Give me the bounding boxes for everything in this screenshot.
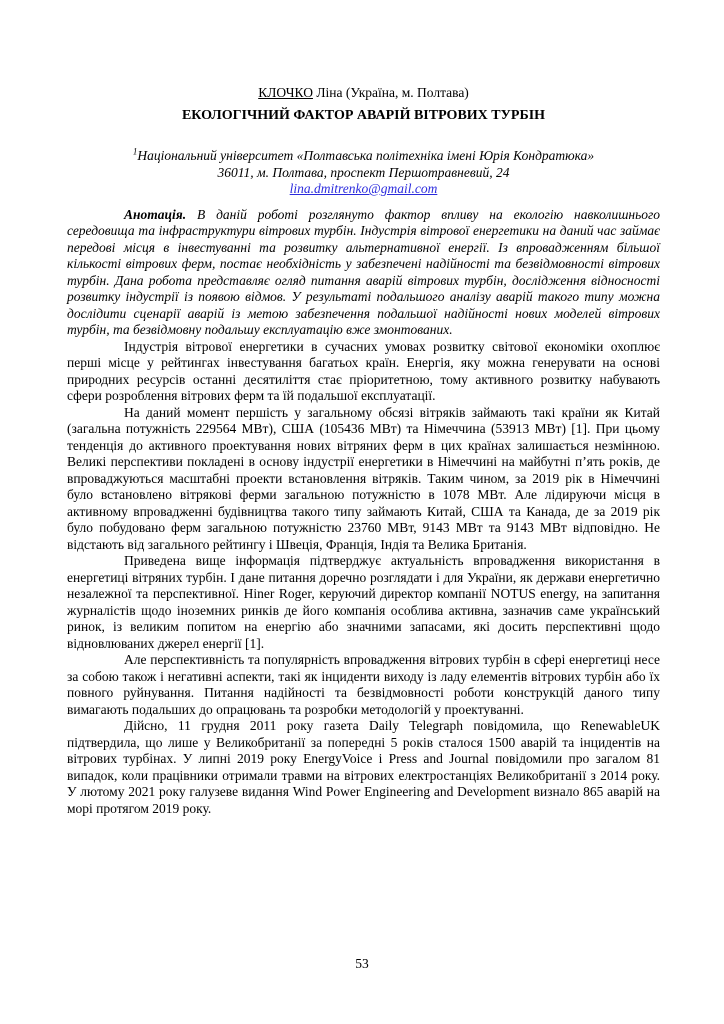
author-surname: КЛОЧКО xyxy=(258,85,313,100)
abstract-label: Анотація. xyxy=(124,206,187,222)
email-line xyxy=(67,181,660,198)
affiliation-line xyxy=(67,148,660,165)
author-name-rest: Ліна (Україна, м. Полтава) xyxy=(312,85,469,100)
body-paragraph-4: Але перспективність та популярність впровадження вітрових турбін в сфері енергетиці несе за собою також і негативні аспекти, такі як інциденти виходу із ладу елементів вітрових турбін або їх повного руйнування. Питання надійності та безвідмовності роботи конструкцій даного типу вимагають подальших до опрацювань та розробки методологій у проектуванні. xyxy=(67,652,660,717)
body-paragraph-1: Індустрія вітрової енергетики в сучасних умовах розвитку світової економіки охоплює перші місце у рейтингах інвестування багатьох країн. Енергія, яку можна генерувати на основі природних ресурсів останні десятиліття стає пріоритетною, тому активного розвитку набувають сфери розроблення вітрових ферм та їй подальшої експлуатації. xyxy=(67,338,660,403)
body-paragraph-3: Приведена вище інформація підтверджує актуальність впровадження використання в енергетиці вітряних турбін. І дане питання доречно розглядати і для України, як держави енергетично незалежної та перспективної. Hiner Roger, керуючий директор компанії NOTUS energy, на запитання журналістів щодо іноземних ринків де його компанія особлива активна, зазначив саме український ринок, із великим попитом на енергію або значними запасами, які досить перспективні щодо відновлюваних джерел енергії [1]. xyxy=(67,553,660,651)
page-number: 53 xyxy=(355,955,369,971)
abstract-paragraph xyxy=(67,207,660,339)
address-line: 36011, м. Полтава, проспект Першотравневий, 24 xyxy=(217,164,510,180)
abstract-text: В даній роботі розглянуто фактор впливу на екологію навколишнього середовища та інфраструктури вітрових турбін. Індустрія вітрової енергетики на даний час займає передові місця в інвестуванні та розвитку альтернативної енергії. Із впровадженням більшої кількості вітрових ферм, постає необхідність у забезпечені надійності та безвідмовності вітрових турбін. Дана робота представляє огляд питання аварій вітрових турбін, дослідження відносності розвитку індустрії із появою відмов. У результаті подальшого аналізу аварій такого типу можна дослідити сценарії аварій із метою забезпечення подальшої надійності нових моделей вітрових турбін, та безвідмовну подальшу експлуатацію вже змонтованих. xyxy=(67,206,660,337)
email-link[interactable]: lina.dmitrenko@gmail.com xyxy=(289,181,438,196)
affiliation-text: Національний університет «Полтавська політехніка імені Юрія Кондратюка» xyxy=(137,148,595,163)
page-title: ЕКОЛОГІЧНИЙ ФАКТОР АВАРІЙ ВІТРОВИХ ТУРБІН xyxy=(181,107,546,123)
affiliation-superscript: 1 xyxy=(132,146,138,157)
body-paragraph-2: На даний момент першість у загальному обсязі вітряків займають такі країни як Китай (загальна потужність 229564 МВт), США (105436 МВт) та Німеччина (53913 МВт) [1]. При цьому тенденція до активного проектування нових вітряних ферм в цих країнах залишається незмінною. Великі перспективи покладені в основу індустрії енергетики в Німеччині на майбутні п’ять років, де впроваджуються масштабні проекти встановлення вітряків. Таким чином, за 2019 рік в Німеччині було встановлено вітрякові ферми загальною потужністю в 1078 МВт. Але лідируючи місця в активному впровадженні будівництва такого типу займають Китай, США та Канада, де за 2019 рік було побудовано ферм загальною потужністю 23760 МВт, 9143 МВт та 9143 МВт відповідно. Не відстають від загального рейтингу і Швеція, Франція, Індія та Велика Британія. xyxy=(67,404,660,552)
author-line xyxy=(67,85,660,102)
body-paragraph-5: Дійсно, 11 грудня 2011 року газета Daily Telegraph повідомила, що RenewableUK підтвердила, що лише у Великобританії за попередні 5 років сталося 1500 аварій та інцидентів на вітрових турбінах. У липні 2019 року EnergyVoice і Press and Journal повідомили про загалом 81 випадок, коли працівники отримали травми на вітрових електростанціях Великобританії з 2014 року. У лютому 2021 року галузеве видання Wind Power Engineering and Development визнало 865 аварій на морі протягом 2019 року. xyxy=(67,718,660,816)
